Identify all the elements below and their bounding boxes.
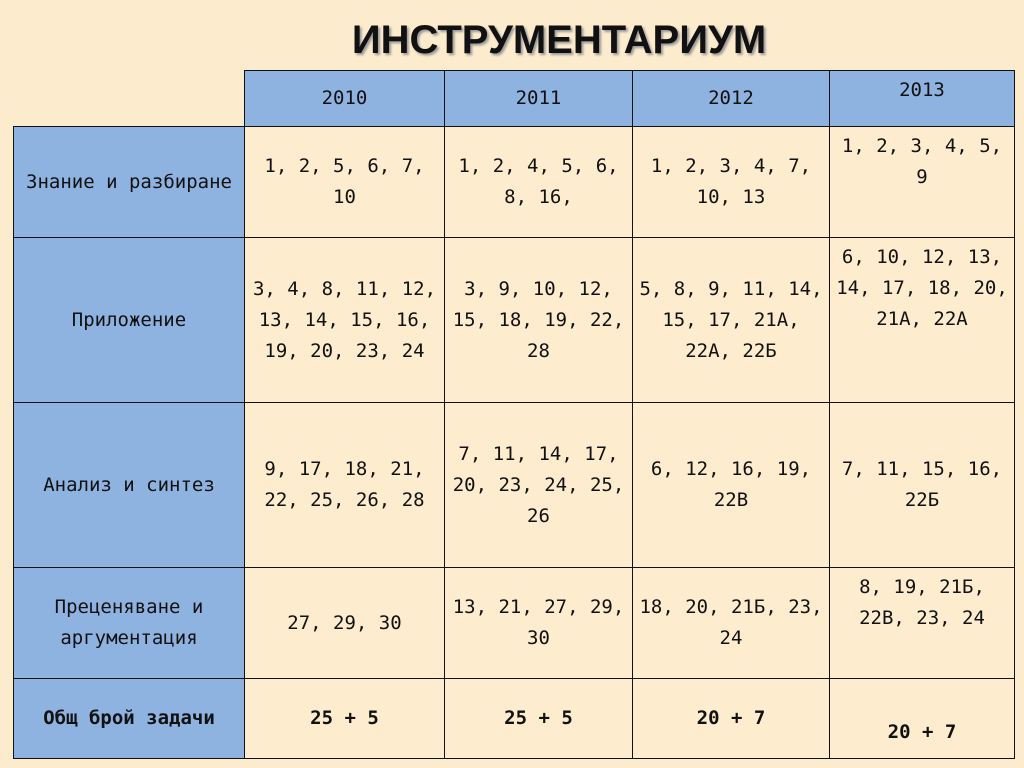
table-cell: 6, 12, 16, 19, 22В xyxy=(633,403,830,568)
table-header-row xyxy=(14,71,1015,127)
table-cell: 18, 20, 21Б, 23, 24 xyxy=(633,568,830,679)
header-corner xyxy=(14,71,245,127)
year-header-2010: 2010 xyxy=(245,71,445,127)
table-cell: 1, 2, 3, 4, 5, 9 xyxy=(830,127,1015,238)
total-cell: 20 + 7 xyxy=(830,679,1015,759)
table-cell: 3, 4, 8, 11, 12, 13, 14, 15, 16, 19, 20, 23, 24 xyxy=(245,238,445,403)
table-cell: 1, 2, 4, 5, 6, 8, 16, xyxy=(445,127,633,238)
year-header-2013: 2013 xyxy=(830,71,1015,127)
table-cell: 5, 8, 9, 11, 14, 15, 17, 21А, 22А, 22Б xyxy=(633,238,830,403)
total-cell: 25 + 5 xyxy=(245,679,445,759)
row-label-evaluation: Преценяване и аргументация xyxy=(14,568,245,679)
table-cell: 3, 9, 10, 12, 15, 18, 19, 22, 28 xyxy=(445,238,633,403)
total-cell: 25 + 5 xyxy=(445,679,633,759)
table-cell: 1, 2, 5, 6, 7, 10 xyxy=(245,127,445,238)
tasks-table xyxy=(13,70,1015,759)
table-cell: 6, 10, 12, 13, 14, 17, 18, 20, 21А, 22А xyxy=(830,238,1015,403)
row-label-analysis: Анализ и синтез xyxy=(14,403,245,568)
table-row xyxy=(14,127,1015,238)
table-cell: 7, 11, 14, 17, 20, 23, 24, 25, 26 xyxy=(445,403,633,568)
table-row xyxy=(14,403,1015,568)
year-header-2011: 2011 xyxy=(445,71,633,127)
table-cell: 13, 21, 27, 29, 30 xyxy=(445,568,633,679)
table-cell: 9, 17, 18, 21, 22, 25, 26, 28 xyxy=(245,403,445,568)
table-row xyxy=(14,238,1015,403)
table-cell: 27, 29, 30 xyxy=(245,568,445,679)
table-row xyxy=(14,568,1015,679)
table-cell: 7, 11, 15, 16, 22Б xyxy=(830,403,1015,568)
table-cell: 8, 19, 21Б, 22В, 23, 24 xyxy=(830,568,1015,679)
row-label-total: Общ брой задачи xyxy=(14,679,245,759)
row-label-application: Приложение xyxy=(14,238,245,403)
total-row xyxy=(14,679,1015,759)
total-cell: 20 + 7 xyxy=(633,679,830,759)
page-title: ИНСТРУМЕНТАРИУМ xyxy=(351,18,767,62)
table-cell: 1, 2, 3, 4, 7, 10, 13 xyxy=(633,127,830,238)
row-label-knowledge: Знание и разбиране xyxy=(14,127,245,238)
year-header-2012: 2012 xyxy=(633,71,830,127)
